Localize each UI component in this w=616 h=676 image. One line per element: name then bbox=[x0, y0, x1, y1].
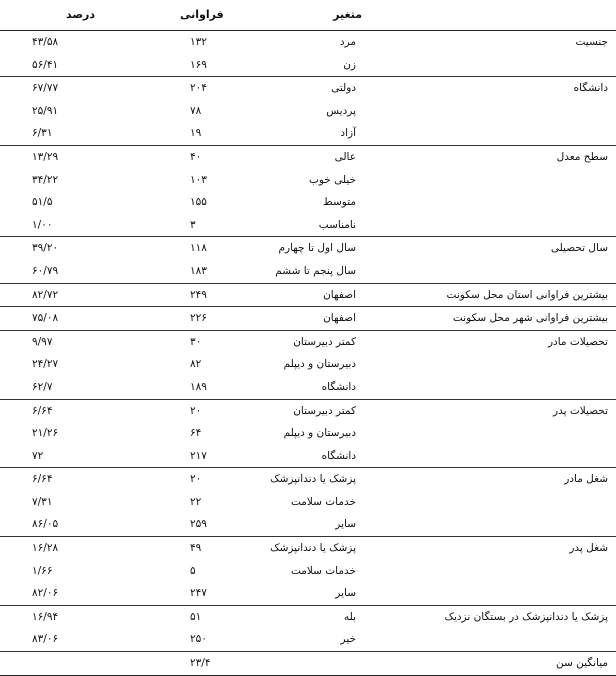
percent-value: ۶/۶۴ bbox=[32, 473, 53, 486]
subcategory-label: دانشگاه bbox=[321, 449, 356, 462]
category-label bbox=[428, 628, 608, 651]
frequency-value: ۲۱۷ bbox=[190, 449, 207, 462]
category-label bbox=[428, 122, 608, 145]
category-label: دانشگاه bbox=[573, 82, 608, 95]
category-label bbox=[428, 445, 608, 468]
table-row bbox=[0, 76, 616, 100]
table-row bbox=[0, 536, 616, 560]
frequency-value: ۱۳۲ bbox=[190, 36, 207, 48]
frequency-value: ۱۰۳ bbox=[190, 173, 207, 186]
percent-value: ۶۰/۷۹ bbox=[32, 264, 59, 277]
percent-value: ۸۳/۰۶ bbox=[32, 633, 59, 646]
subcategory-label: خدمات سلامت bbox=[290, 495, 356, 508]
percent-value: ۹/۹۷ bbox=[32, 335, 53, 348]
table-row bbox=[0, 283, 616, 307]
category-label: شغل مادر bbox=[564, 473, 608, 486]
percent-value: ۷۵/۰۸ bbox=[32, 312, 59, 325]
subcategory-label: نامناسب bbox=[318, 218, 356, 231]
subcategory-label: زن bbox=[343, 58, 356, 71]
frequency-value: ۳ bbox=[190, 218, 196, 231]
header-frequency: فراوانی bbox=[180, 8, 224, 21]
table-row bbox=[0, 31, 616, 54]
percent-value: ۳۹/۲۰ bbox=[32, 242, 59, 255]
table-row bbox=[0, 422, 616, 445]
subcategory-label: سایر bbox=[335, 587, 356, 600]
subcategory-label: سایر bbox=[335, 518, 356, 531]
percent-value bbox=[32, 652, 112, 675]
frequency-value: ۱۶۹ bbox=[190, 58, 207, 71]
percent-value: ۱/۰۰ bbox=[32, 218, 53, 231]
subcategory-label: عالی bbox=[334, 150, 356, 163]
subcategory-label: خیر bbox=[340, 633, 356, 646]
percent-value: ۸۲/۷۲ bbox=[32, 288, 59, 301]
subcategory-label: سال اول تا چهارم bbox=[278, 242, 356, 255]
table-row bbox=[0, 122, 616, 145]
header-spacer bbox=[428, 0, 608, 30]
percent-value: ۷۲ bbox=[32, 449, 44, 462]
table-row bbox=[0, 651, 616, 675]
header-percent: درصد bbox=[66, 8, 95, 21]
category-label bbox=[428, 422, 608, 445]
frequency-value: ۱۸۹ bbox=[190, 380, 207, 393]
percent-value: ۱۶/۲۸ bbox=[32, 542, 59, 555]
percent-value: ۶۷/۷۷ bbox=[32, 82, 59, 95]
subcategory-label: بله bbox=[343, 610, 356, 623]
category-label bbox=[428, 513, 608, 536]
subcategory-label: خیلی خوب bbox=[308, 173, 356, 186]
table-row bbox=[0, 399, 616, 423]
frequency-value: ۵ bbox=[190, 564, 196, 577]
table-row bbox=[0, 376, 616, 399]
frequency-value: ۲۵۹ bbox=[190, 518, 207, 531]
table-row bbox=[0, 306, 616, 330]
subcategory-label: پزشک یا دندانپزشک bbox=[270, 473, 356, 486]
frequency-value: ۶۴ bbox=[190, 427, 202, 440]
subcategory-label: دبیرستان و دیپلم bbox=[283, 358, 356, 371]
table-row bbox=[0, 353, 616, 376]
table-row bbox=[0, 560, 616, 583]
frequency-value: ۲۰۴ bbox=[190, 82, 207, 95]
category-label: بیشترین فراوانی شهر محل سکونت bbox=[452, 312, 608, 325]
table-row bbox=[0, 445, 616, 468]
percent-value: ۶/۶۴ bbox=[32, 404, 53, 417]
percent-value: ۸۶/۰۵ bbox=[32, 518, 59, 531]
category-label: پزشک یا دندانپزشک در بستگان نزدیک bbox=[444, 610, 608, 623]
category-label: جنسیت bbox=[575, 36, 608, 48]
frequency-value: ۲۰ bbox=[190, 473, 202, 486]
table-row bbox=[0, 169, 616, 192]
frequency-value: ۴۰ bbox=[190, 150, 202, 163]
category-label: تحصیلات مادر bbox=[547, 335, 608, 348]
subcategory-label: دبیرستان و دیپلم bbox=[283, 427, 356, 440]
subcategory-label: دولتی bbox=[331, 82, 356, 95]
table-row bbox=[0, 467, 616, 491]
frequency-value: ۲۵۰ bbox=[190, 633, 207, 646]
table-row bbox=[0, 100, 616, 123]
frequency-value: ۲۲۶ bbox=[190, 312, 207, 325]
subcategory-label: پردیس bbox=[326, 104, 356, 117]
frequency-value: ۸۲ bbox=[190, 358, 202, 371]
category-label bbox=[428, 560, 608, 583]
frequency-value: ۱۹ bbox=[190, 127, 202, 140]
percent-value: ۱۳/۲۹ bbox=[32, 150, 59, 163]
category-label bbox=[428, 100, 608, 123]
percent-value: ۱۶/۹۴ bbox=[32, 610, 59, 623]
subcategory-label: خدمات سلامت bbox=[290, 564, 356, 577]
frequency-value: ۱۵۵ bbox=[190, 196, 207, 209]
table-row bbox=[0, 260, 616, 283]
subcategory-label: دانشگاه bbox=[321, 380, 356, 393]
table-row bbox=[0, 628, 616, 651]
percent-value: ۴۳/۵۸ bbox=[32, 36, 59, 48]
frequency-value: ۳۰ bbox=[190, 335, 202, 348]
subcategory-label: کمتر دبیرستان bbox=[293, 404, 356, 417]
category-label: سال تحصیلی bbox=[550, 242, 608, 255]
frequency-value: ۱۸۳ bbox=[190, 264, 207, 277]
category-label: تحصیلات پدر bbox=[553, 404, 608, 417]
subcategory-label: متوسط bbox=[323, 196, 356, 209]
category-label: شغل پدر bbox=[569, 542, 608, 555]
frequency-value: ۲۴۷ bbox=[190, 587, 207, 600]
frequency-value: ۱۱۸ bbox=[190, 242, 207, 255]
table-row bbox=[0, 582, 616, 605]
table-row bbox=[0, 513, 616, 536]
table-row bbox=[0, 605, 616, 629]
percent-value: ۲۱/۲۶ bbox=[32, 427, 59, 440]
category-label bbox=[428, 353, 608, 376]
percent-value: ۶۲/۷ bbox=[32, 380, 53, 393]
category-label bbox=[428, 376, 608, 399]
table-row bbox=[0, 491, 616, 514]
table-body bbox=[0, 31, 616, 675]
category-label: سطح معدل bbox=[556, 150, 608, 163]
category-label bbox=[428, 582, 608, 605]
percent-value: ۷/۳۱ bbox=[32, 495, 53, 508]
frequency-value: ۲۰ bbox=[190, 404, 202, 417]
category-label bbox=[428, 491, 608, 514]
frequency-value: ۴۹ bbox=[190, 542, 202, 555]
table-row bbox=[0, 191, 616, 214]
category-label: بیشترین فراوانی استان محل سکونت bbox=[446, 288, 608, 301]
table-row bbox=[0, 214, 616, 237]
table-row bbox=[0, 236, 616, 260]
percent-value: ۶/۳۱ bbox=[32, 127, 53, 140]
category-label bbox=[428, 260, 608, 283]
category-label bbox=[428, 54, 608, 77]
frequency-value: ۲۲ bbox=[190, 495, 202, 508]
subcategory-label: سال پنجم تا ششم bbox=[275, 264, 356, 277]
percent-value: ۲۵/۹۱ bbox=[32, 104, 59, 117]
percent-value: ۲۴/۲۷ bbox=[32, 358, 59, 371]
subcategory-label: پزشک یا دندانپزشک bbox=[270, 542, 356, 555]
category-label bbox=[428, 214, 608, 237]
frequency-value: ۷۸ bbox=[190, 104, 202, 117]
percent-value: ۵۱/۵ bbox=[32, 196, 53, 209]
table-row bbox=[0, 330, 616, 354]
category-label bbox=[428, 191, 608, 214]
frequency-value: ۵۱ bbox=[190, 610, 202, 623]
subcategory-label: مرد bbox=[339, 36, 356, 48]
category-label: میانگین سن bbox=[555, 657, 608, 670]
percent-value: ۳۴/۲۲ bbox=[32, 173, 59, 186]
table-row bbox=[0, 145, 616, 169]
frequency-value: ۲۴۹ bbox=[190, 288, 207, 301]
subcategory-label: کمتر دبیرستان bbox=[293, 335, 356, 348]
percent-value: ۸۲/۰۶ bbox=[32, 587, 59, 600]
table-header bbox=[0, 0, 616, 31]
percent-value: ۵۶/۴۱ bbox=[32, 58, 59, 71]
category-label bbox=[428, 169, 608, 192]
subcategory-label: اصفهان bbox=[323, 288, 356, 301]
table-row bbox=[0, 54, 616, 77]
frequency-value: ۲۳/۴ bbox=[190, 657, 211, 670]
subcategory-label: اصفهان bbox=[323, 312, 356, 325]
header-variable: متغیر bbox=[333, 8, 362, 21]
subcategory-label: آزاد bbox=[340, 127, 356, 140]
percent-value: ۱/۶۶ bbox=[32, 564, 53, 577]
